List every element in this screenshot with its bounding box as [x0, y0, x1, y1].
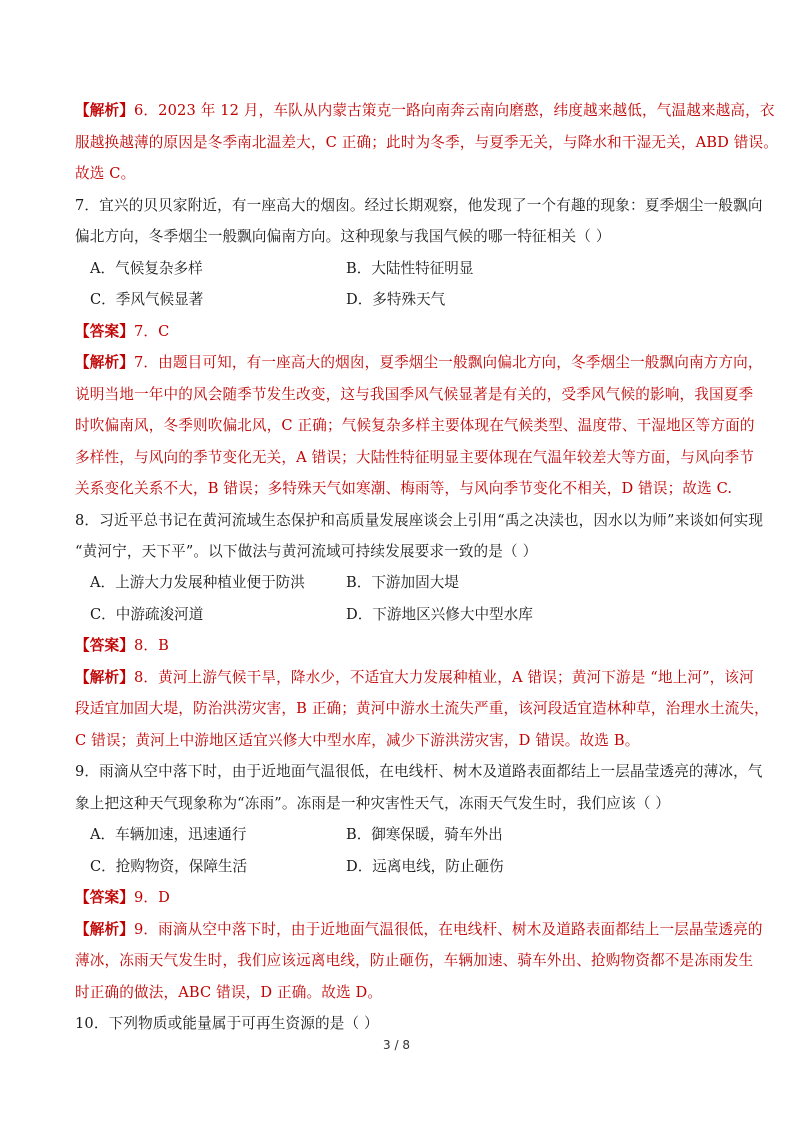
q7-option-b: B．大陆性特征明显: [346, 260, 474, 277]
page-number: 3 / 8: [383, 1038, 410, 1052]
q7-analysis-line-3: 时吹偏南风，冬季则吹偏北风，C 正确；气候复杂多样主要体现在气候类型、温度带、干湿地区等方面的: [75, 417, 755, 434]
q9-analysis-line-3: 时正确的做法，ABC 错误，D 正确。故选 D。: [75, 984, 383, 1001]
q7-analysis-line-2: 说明当地一年中的风会随季节发生改变，这与我国季风气候显著是有关的，受季风气候的影响，我国夏季: [75, 386, 754, 403]
q9-option-b: B．御寒保暖，骑车外出: [346, 826, 503, 843]
q9-option-d: D．远离电线，防止砸伤: [346, 858, 504, 875]
q8-analysis-line-3: C 错误；黄河上中游地区适宜兴修大中型水库，减少下游洪涝灾害，D 错误。故选 B。: [75, 732, 640, 749]
q8-option-b: B．下游加固大堤: [346, 574, 459, 591]
q7-analysis-line-5: 关系变化关系不大，B 错误；多特殊天气如寒潮、梅雨等，与风向季节变化不相关，D 错误；故选 C.: [75, 480, 733, 497]
q8-answer: 【答案】8．B: [75, 637, 170, 654]
q9-option-a: A．车辆加速，迅速通行: [90, 826, 247, 843]
q7-stem-line-2: 偏北方向，冬季烟尘一般飘向偏南方向。这种现象与我国气候的哪一特征相关（ ）: [75, 228, 611, 245]
q6-analysis-line-1: 【解析】6．2023 年 12 月，车队从内蒙古策克一路向南奔云南向磨憨，纬度越来越低，气温越来越高，衣: [75, 102, 775, 119]
analysis-tag: 【解析】: [75, 354, 134, 371]
q9-analysis-line-2: 薄冰，冻雨天气发生时，我们应该远离电线，防止砸伤，车辆加速、骑车外出、抢购物资都不是冻雨发生: [75, 952, 754, 969]
q9-stem-line-1: 9．雨滴从空中落下时，由于近地面气温很低，在电线杆、树木及道路表面都结上一层晶莹透亮的薄冰，气: [75, 763, 763, 780]
q9-answer: 【答案】9．D: [75, 889, 171, 906]
q7-answer: 【答案】7．C: [75, 323, 170, 340]
q8-option-a: A．上游大力发展种植业便于防洪: [90, 574, 305, 591]
q7-analysis-line-4: 多样性，与风向的季节变化无关，A 错误；大陆性特征明显主要体现在气温年较差大等方面，与风向季节: [75, 449, 754, 466]
q8-analysis-line-1: 【解析】8．黄河上游气候干旱，降水少，不适宜大力发展种植业，A 错误；黄河下游是 “地上河”，该河: [75, 669, 754, 686]
q8-stem-line-2: “黄河宁，天下平”。以下做法与黄河流域可持续发展要求一致的是（ ）: [75, 543, 538, 560]
q7-option-d: D．多特殊天气: [346, 291, 446, 308]
q8-option-d: D．下游地区兴修大中型水库: [346, 606, 533, 623]
q8-analysis-line-2: 段适宜加固大堤，防治洪涝灾害，B 正确；黄河中游水土流失严重，该河段适宜造林种草，治理水土流失，: [75, 700, 769, 717]
q9-analysis-line-1: 【解析】9．雨滴从空中落下时，由于近地面气温很低，在电线杆、树木及道路表面都结上一层晶莹透亮的: [75, 921, 763, 938]
q8-option-c: C．中游疏浚河道: [90, 606, 204, 623]
answer-tag: 【答案】: [75, 637, 134, 654]
analysis-tag: 【解析】: [75, 921, 134, 938]
analysis-tag: 【解析】: [75, 669, 134, 686]
q10-stem-line-1: 10．下列物质或能量属于可再生资源的是（ ）: [75, 1015, 379, 1032]
q7-option-c: C．季风气候显著: [90, 291, 204, 308]
q6-analysis-line-2: 服越换越薄的原因是冬季南北温差大，C 正确；此时为冬季，与夏季无关，与降水和干湿无关，ABD 错误。: [75, 134, 779, 151]
analysis-tag: 【解析】: [75, 102, 134, 119]
q7-stem-line-1: 7．宜兴的贝贝家附近，有一座高大的烟囱。经过长期观察，他发现了一个有趣的现象：夏季烟尘一般飘向: [75, 197, 763, 214]
q7-analysis-line-1: 【解析】7．由题目可知，有一座高大的烟囱，夏季烟尘一般飘向偏北方向，冬季烟尘一般飘向南方方向，: [75, 354, 763, 371]
q7-option-a: A．气候复杂多样: [90, 260, 203, 277]
q9-stem-line-2: 象上把这种天气现象称为“冻雨”。冻雨是一种灾害性天气，冻雨天气发生时，我们应该（ ）: [75, 795, 671, 812]
q8-stem-line-1: 8．习近平总书记在黄河流域生态保护和高质量发展座谈会上引用“禹之决渎也，因水以为师”来谈如何实现: [75, 512, 764, 529]
q6-analysis-line-3: 故选 C。: [75, 165, 136, 182]
q9-option-c: C．抢购物资，保障生活: [90, 858, 248, 875]
answer-tag: 【答案】: [75, 323, 134, 340]
answer-tag: 【答案】: [75, 889, 134, 906]
